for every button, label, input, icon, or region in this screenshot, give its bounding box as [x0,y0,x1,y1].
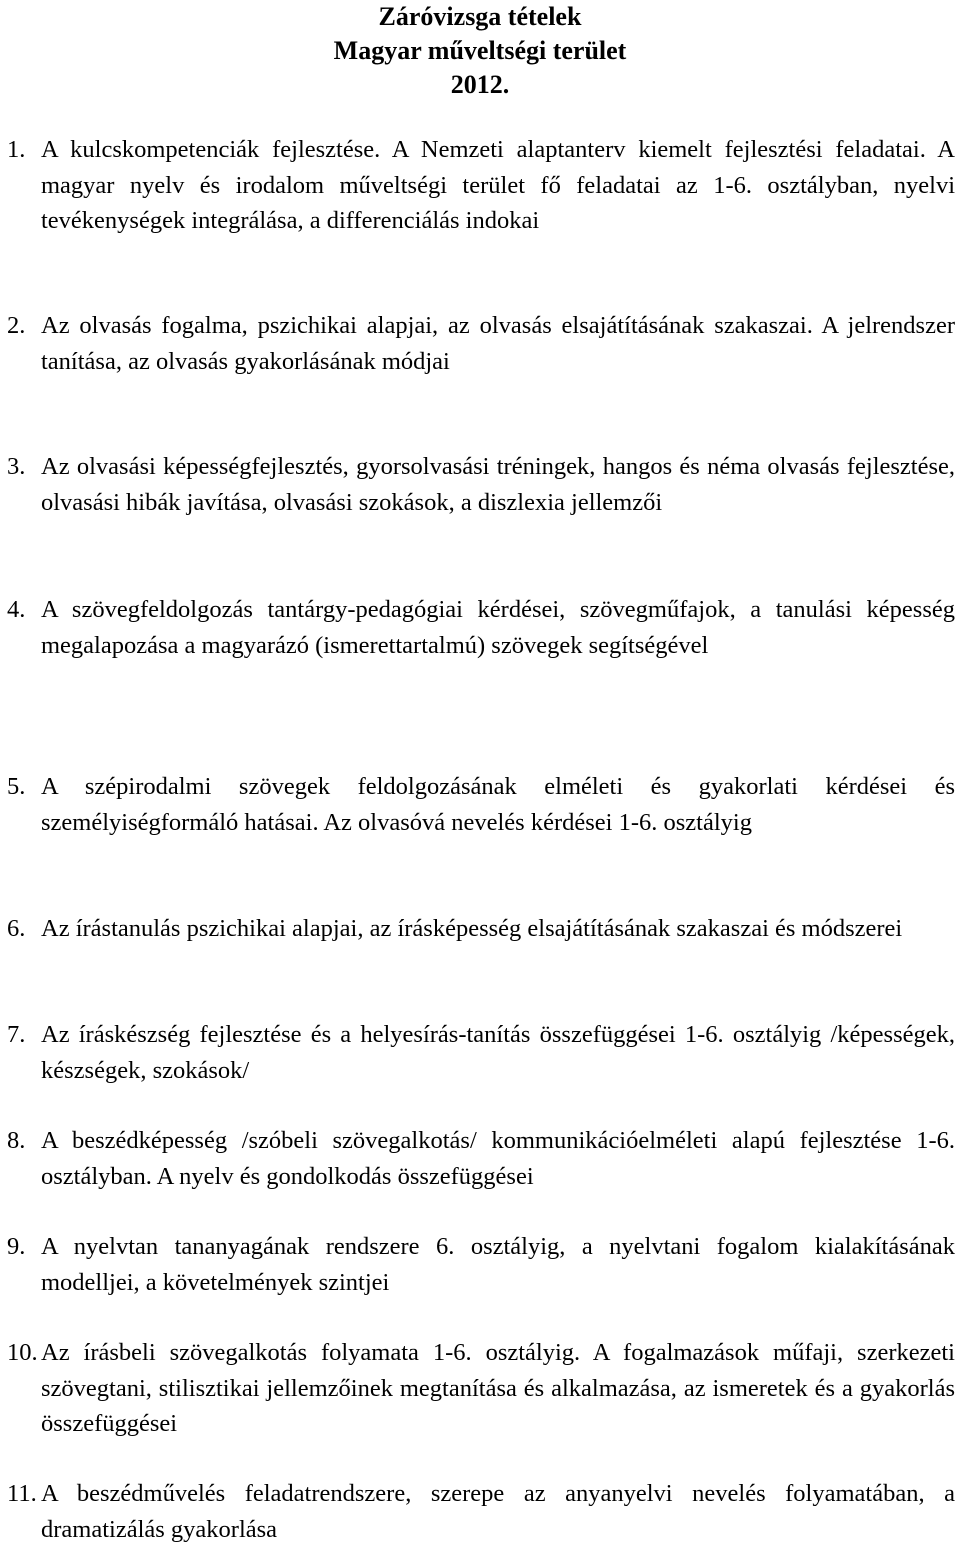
exam-topic-6 [0,911,955,947]
topic-text: A kulcskompetenciák fejlesztése. A Nemzeti alaptanterv kiemelt fejlesztési feladatai. A magyar nyelv és irodalom műveltségi terület fő feladatai az 1-6. osztályban, nyelvi tevékenységek integrálása, a differenciálás indokai [41,136,955,234]
topic-number: 6. [7,915,26,942]
topic-text: Az olvasás fogalma, pszichikai alapjai, az olvasás elsajátításának szakaszai. A jelrendszer tanítása, az olvasás gyakorlásának módjai [41,312,955,375]
topic-text: A nyelvtan tananyagának rendszere 6. osztályig, a nyelvtani fogalom kialakításának modelljei, a követelmények szintjei [41,1233,955,1296]
exam-topic-4 [0,592,955,663]
exam-topic-7 [0,1017,955,1088]
topic-number: 4. [7,596,26,623]
topic-text: A beszédképesség /szóbeli szövegalkotás/ kommunikációelméleti alapú fejlesztése 1-6. osztályban. A nyelv és gondolkodás összefüggései [41,1127,955,1190]
topic-number: 2. [7,312,26,339]
exam-topic-8 [0,1123,955,1194]
topic-text: A szövegfeldolgozás tantárgy-pedagógiai kérdései, szövegműfajok, a tanulási képesség megalapozása a magyarázó (ismerettartalmú) szövegek segítségével [41,596,955,659]
topic-number: 5. [7,773,26,800]
document-header [0,0,960,102]
exam-topic-11 [0,1476,955,1547]
topic-number: 3. [7,453,26,480]
topic-number: 11. [7,1480,37,1507]
exam-topic-5 [0,769,955,840]
topic-text: A szépirodalmi szövegek feldolgozásának elméleti és gyakorlati kérdései és személyiségformáló hatásai. Az olvasóvá nevelés kérdései 1-6. osztályig [41,773,955,836]
topic-number: 7. [7,1021,26,1048]
topic-number: 8. [7,1127,26,1154]
topic-number: 10. [7,1339,38,1366]
exam-topic-1 [0,132,955,239]
topic-text: Az íráskészség fejlesztése és a helyesírás-tanítás összefüggései 1-6. osztályig /képességek, készségek, szokások/ [41,1021,955,1084]
topic-number: 9. [7,1233,26,1260]
topic-text: Az írásbeli szövegalkotás folyamata 1-6. osztályig. A fogalmazások műfaji, szerkezeti szövegtani, stilisztikai jellemzőinek megtanítása és alkalmazása, az ismeretek és a gyakorlás összefüggései [41,1339,955,1437]
topic-text: A beszédművelés feladatrendszere, szerepe az anyanyelvi nevelés folyamatában, a dramatizálás gyakorlása [41,1480,955,1543]
topic-number: 1. [7,136,26,163]
document-title: Záróvizsga tételek [378,2,582,31]
exam-topic-10 [0,1335,955,1442]
exam-topic-2 [0,308,955,379]
document-subtitle: Magyar műveltségi terület [333,36,627,65]
exam-topic-9 [0,1229,955,1300]
topic-text: Az írástanulás pszichikai alapjai, az írásképesség elsajátításának szakaszai és módszerei [41,915,903,942]
topic-text: Az olvasási képességfejlesztés, gyorsolvasási tréningek, hangos és néma olvasás fejlesztése, olvasási hibák javítása, olvasási szokások, a diszlexia jellemzői [41,453,955,516]
document-year: 2012. [450,70,510,99]
exam-topic-3 [0,449,955,520]
